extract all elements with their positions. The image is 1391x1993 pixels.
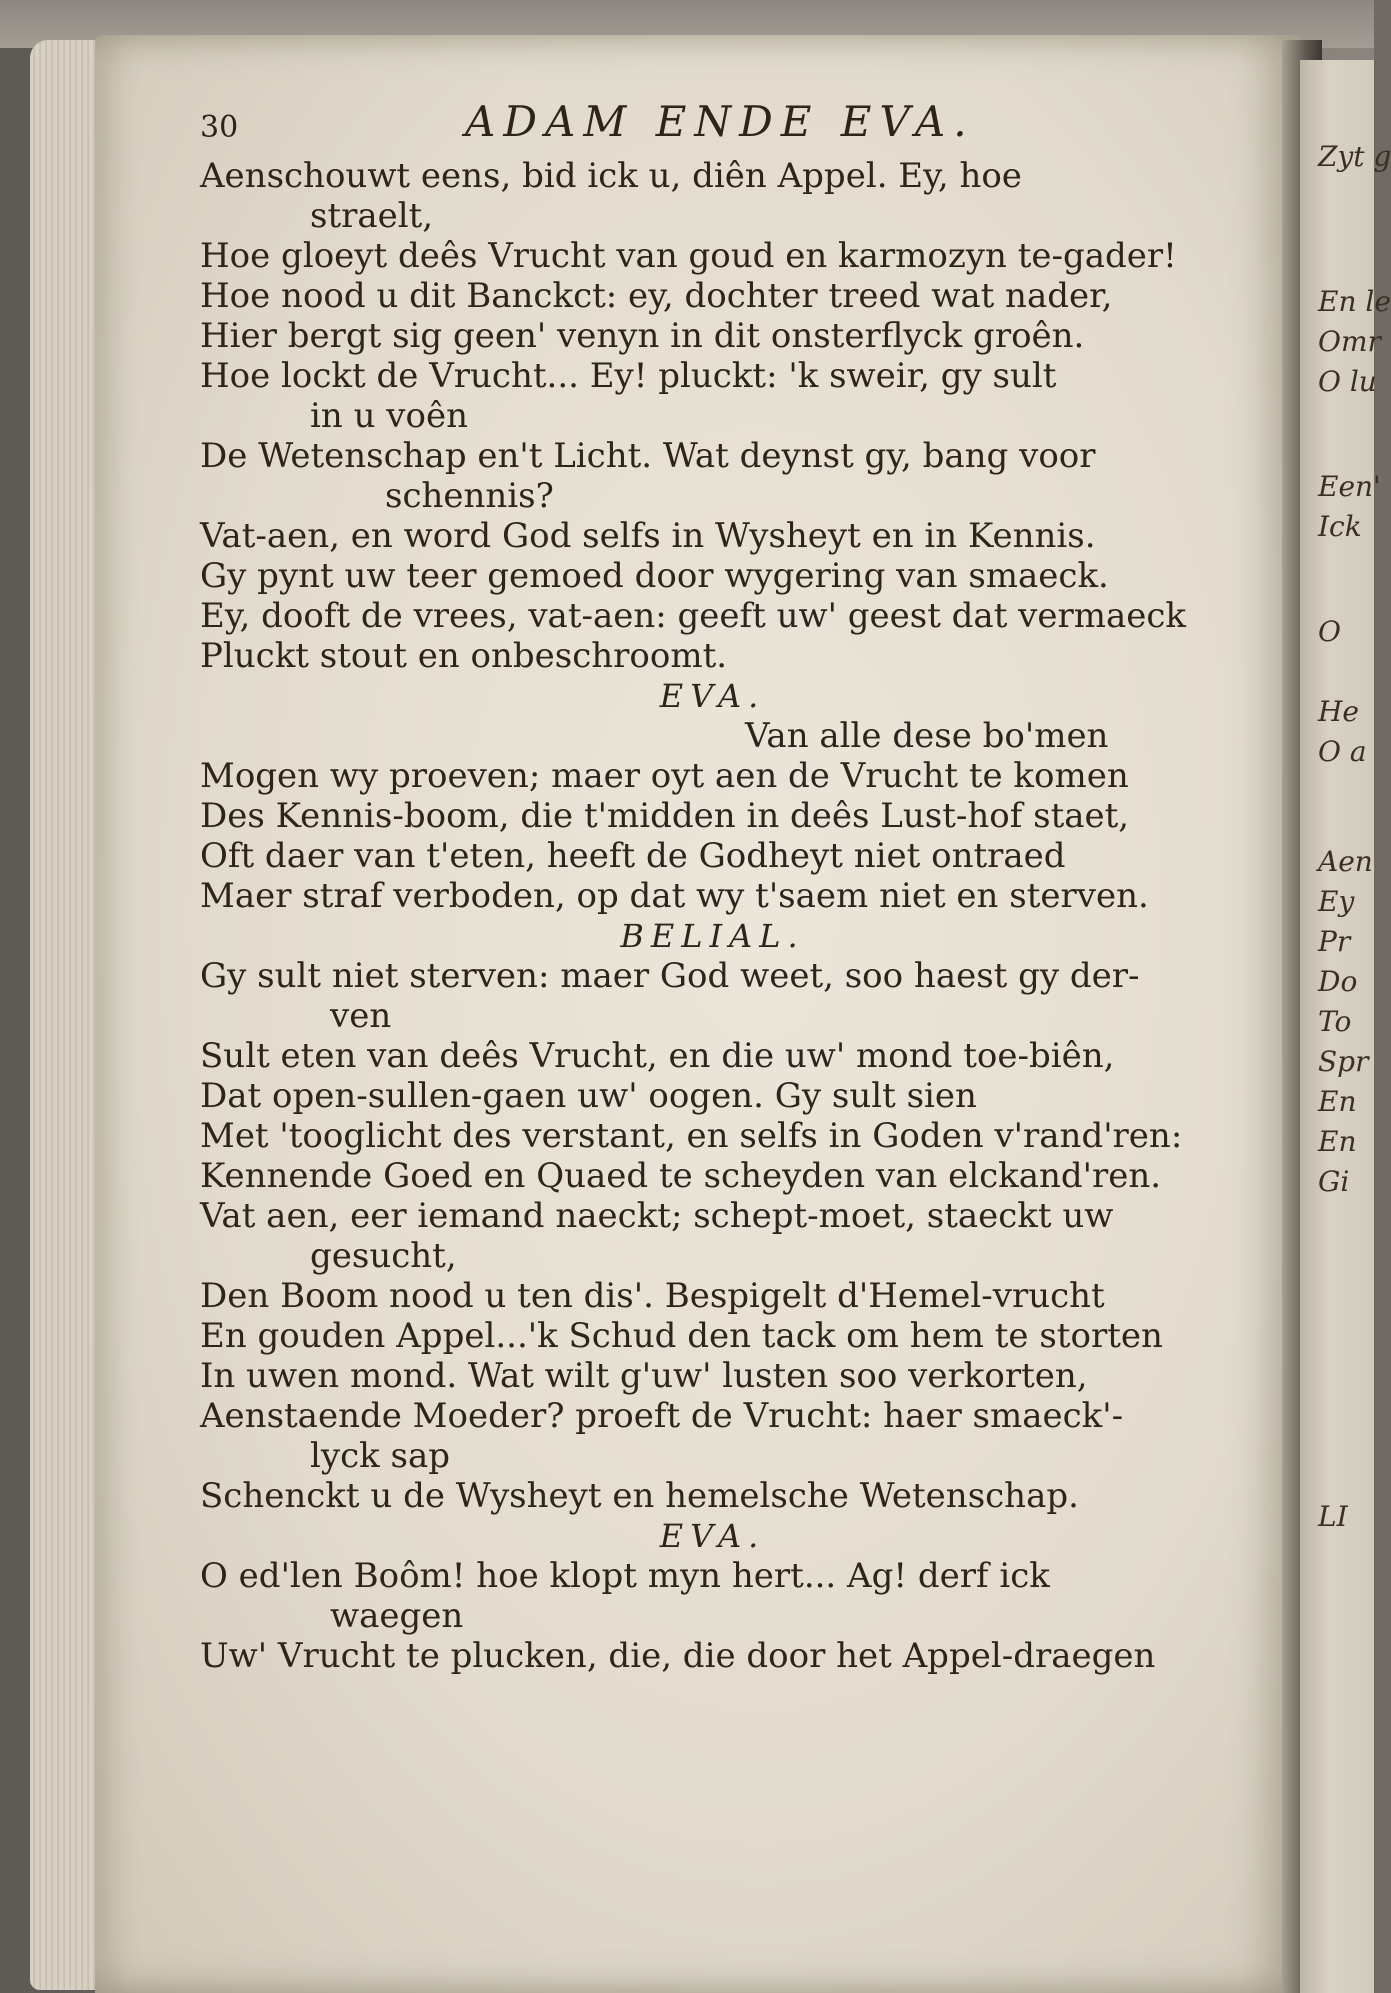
facing-fragment: Een': [1318, 470, 1381, 503]
verse-line: Sult eten van deês Vrucht, en die uw' mond toe-biên,: [200, 1036, 1115, 1076]
facing-fragment: Pr: [1318, 925, 1351, 958]
facing-fragment: Ick: [1318, 510, 1362, 543]
facing-fragment: En: [1318, 1085, 1357, 1118]
facing-fragment: LI: [1318, 1500, 1348, 1533]
verse-line: Ey, dooft de vrees, vat-aen: geeft uw' geest dat vermaeck: [200, 596, 1187, 636]
verse-line: O ed'len Boôm! hoe klopt myn hert... Ag! derf ick: [200, 1556, 1050, 1596]
verse-line: Oft daer van t'eten, heeft de Godheyt niet ontraed: [200, 836, 1066, 876]
page-number: 30: [200, 110, 239, 145]
facing-fragment: Spr: [1318, 1045, 1369, 1078]
verse-line: Gy sult niet sterven: maer God weet, soo haest gy der-: [200, 956, 1140, 996]
verse-line: Vat aen, eer iemand naeckt; schept-moet, staeckt uw: [200, 1196, 1114, 1236]
facing-fragment: En le: [1318, 285, 1391, 318]
verse-line: Dat open-sullen-gaen uw' oogen. Gy sult sien: [200, 1076, 977, 1116]
speaker-name: EVA.: [659, 677, 766, 715]
verse-line: Pluckt stout en onbeschroomt.: [200, 636, 728, 676]
verse-line: Des Kennis-boom, die t'midden in deês Lust-hof staet,: [200, 796, 1130, 836]
verse-line: Maer straf verboden, op dat wy t'saem niet en sterven.: [200, 876, 1149, 916]
facing-fragment: To: [1318, 1005, 1352, 1038]
facing-fragment: Aen: [1318, 845, 1373, 878]
verse-line: Kennende Goed en Quaed te scheyden van elckand'ren.: [200, 1156, 1162, 1196]
facing-page: [1300, 60, 1391, 1993]
verse-line: Aenschouwt eens, bid ick u, diên Appel. Ey, hoe: [200, 156, 1022, 196]
verse-line: in u voên: [310, 396, 468, 436]
running-title: ADAM ENDE EVA.: [465, 97, 975, 146]
verse-line: De Wetenschap en't Licht. Wat deynst gy, bang voor: [200, 436, 1096, 476]
facing-fragment: Ey: [1318, 885, 1355, 918]
facing-fragment: Zyt g: [1318, 140, 1391, 173]
verse-line: ven: [330, 996, 392, 1036]
verse-line: Met 'tooglicht des verstant, en selfs in Goden v'rand'ren:: [200, 1116, 1183, 1156]
verse-line: Den Boom nood u ten dis'. Bespigelt d'Hemel-vrucht: [200, 1276, 1105, 1316]
speaker-name: BELIAL.: [620, 917, 805, 955]
facing-fragment: En: [1318, 1125, 1357, 1158]
facing-fragment: O: [1318, 615, 1341, 648]
page-text: [200, 97, 1225, 1676]
verse-line: Uw' Vrucht te plucken, die, die door het Appel-draegen: [200, 1636, 1156, 1676]
verse-line: En gouden Appel...'k Schud den tack om hem te storten: [200, 1316, 1163, 1356]
facing-fragment: O lu: [1318, 365, 1377, 398]
verse-line: lyck sap: [310, 1436, 451, 1476]
facing-fragment: Omr: [1318, 325, 1381, 358]
verse-line: Hoe nood u dit Banckct: ey, dochter treed wat nader,: [200, 276, 1113, 316]
verse-line: Aenstaende Moeder? proeft de Vrucht: haer smaeck'-: [200, 1396, 1124, 1436]
verse-line: Van alle dese bo'men: [745, 716, 1109, 756]
verse-line: straelt,: [310, 196, 434, 236]
verse-line: In uwen mond. Wat wilt g'uw' lusten soo verkorten,: [200, 1356, 1088, 1396]
page-header: [200, 97, 1225, 156]
verse-line: Gy pynt uw teer gemoed door wygering van smaeck.: [200, 556, 1109, 596]
verse-line: Schenckt u de Wysheyt en hemelsche Wetenschap.: [200, 1476, 1079, 1516]
verse-line: gesucht,: [310, 1236, 457, 1276]
speaker-name: EVA.: [659, 1517, 766, 1555]
facing-fragment: He: [1318, 695, 1359, 728]
facing-fragment: O a: [1318, 735, 1367, 768]
facing-fragment: Do: [1318, 965, 1358, 998]
verse-line: Vat-aen, en word God selfs in Wysheyt en in Kennis.: [200, 516, 1096, 556]
verse-line: schennis?: [385, 476, 554, 516]
verse-line: Hier bergt sig geen' venyn in dit onsterflyck groên.: [200, 316, 1085, 356]
verse-line: waegen: [330, 1596, 464, 1636]
verse-line: Mogen wy proeven; maer oyt aen de Vrucht te komen: [200, 756, 1129, 796]
verse-line: Hoe lockt de Vrucht... Ey! pluckt: 'k sweir, gy sult: [200, 356, 1057, 396]
facing-fragment: Gi: [1318, 1165, 1350, 1198]
verse-line: Hoe gloeyt deês Vrucht van goud en karmozyn te-gader!: [200, 236, 1177, 276]
